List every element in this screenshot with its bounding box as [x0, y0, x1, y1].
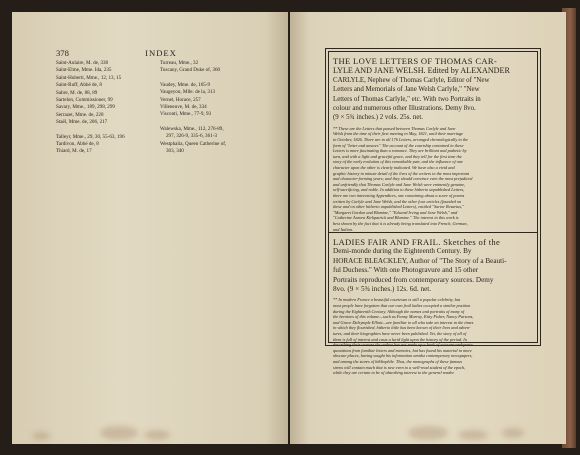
water-stain: [100, 426, 138, 440]
ad-body-line: in which they flourished, hitherto little has been known of their lives and adven-: [333, 325, 471, 331]
ad-title-line: LYLE AND JANE WELSH. Edited by ALEXANDER: [333, 66, 510, 76]
ad-body-line: while they are certain to be of absorbing interest to the general reader.: [333, 370, 455, 376]
ad-body-line: form of "letter and answer." The account of the courtship contained in these: [333, 142, 464, 148]
index-entry: Sartelon, Commissioner, 99: [56, 97, 113, 104]
water-stain: [144, 430, 170, 440]
index-entry: Staël, Mme. de, 206, 217: [56, 119, 108, 126]
ad-body-line: the heroines of this volume—such as Fanny Murray, Kitty Fisher, Nancy Parsons,: [333, 314, 474, 320]
index-entry: Saint-Aulaire, M. de, 338: [56, 60, 109, 66]
index-entry: Villeneuve, M. de, 334: [160, 104, 207, 111]
ad-title-line: CARLYLE, Nephew of Thomas Carlyle, Editor of "New: [333, 76, 490, 84]
running-head: INDEX: [145, 48, 177, 58]
index-entry: Serrazet, Mme. de, 228: [56, 111, 104, 118]
ad-description: [333, 297, 533, 375]
index-spacer: [160, 75, 268, 82]
right-page: [290, 12, 566, 444]
ad-title-line: ful Duchess." With one Photogravure and 15 other: [333, 266, 479, 275]
left-page: [12, 12, 288, 444]
ad-body-line: obscure places, having sought his information amidst contemporary newspapers,: [333, 353, 473, 359]
ad-body-line: written by Carlyle and Jane Welsh, and the other four articles (founded on: [333, 198, 462, 204]
ad-body-line: ** These are the Letters that passed between Thomas Carlyle and Jane: [333, 125, 456, 131]
ad-body-line: turn, and with a light and graceful grace, and they tell for the first time the: [333, 153, 462, 159]
ad-body-line: best shown by the fact that it is already being translated into French, German,: [333, 220, 468, 226]
index-spacer: [160, 119, 268, 126]
water-stain: [458, 430, 488, 440]
index-entry: Tardivon, Abbé de, 8: [56, 141, 99, 148]
ad-body-line: in October, 1826. There are in all 176 Letters, arranged chronologically in the: [333, 137, 468, 143]
ad-title-line: HORACE BLEACKLEY, Author of "The Story of a Beauti-: [333, 256, 507, 265]
ad-body-line: Letters is more fascinating than a romance. They are brilliant and pathetic by: [333, 148, 467, 154]
index-entry: Westphalia, Queen Catherine of,: [160, 140, 227, 147]
index-entry: Tuscany, Grand Duke of, 360: [160, 67, 221, 74]
index-entry: Vaudey, Mme. de, 165-9: [160, 81, 211, 88]
ad-body-line: most people have forgotten that our own frail ladies occupied a similar position: [333, 303, 471, 309]
page-number: 378: [56, 48, 69, 58]
ad-body-line: them is full of interest and casts a lurid light upon the history of the period. In: [333, 336, 467, 342]
index-spacer: [56, 127, 166, 134]
ad-body-line: Welsh from the time of their first meeting in May, 1821, until their marriage: [333, 131, 464, 137]
index-entry: Vernet, Horace, 257: [160, 96, 201, 103]
water-stain: [502, 428, 524, 438]
index-entry: Walewska, Mme., 112, 276-89,: [160, 125, 224, 132]
ad-title-line: Letters and Memorials of Jane Welsh Carlyle," "New: [333, 86, 480, 94]
index-column-2: [160, 60, 268, 155]
ad-body-line: graphic history in minute detail of the lives of the writers in the most important: [333, 170, 470, 176]
ad-title: [333, 238, 533, 294]
index-entry: Saint-Elme, Mme. Ida, 235: [56, 67, 112, 74]
advertisement-inner-frame: [328, 51, 538, 376]
ad-body-line: and character-forming years; and they should convince even the most prejudiced: [333, 176, 473, 182]
index-entry: Turreau, Mme., 32: [160, 60, 199, 66]
ad-title-line: colour and numerous other Illustrations. Demy 8vo.: [333, 105, 476, 113]
advertisement-love-letters: [333, 57, 533, 232]
ad-body-line: quotations from familiar letters and memoirs, but has found his material in more: [333, 347, 472, 353]
ad-title-line: 8vo. (9 × 5¾ inches.) 12s. 6d. net.: [333, 285, 432, 294]
ad-body-line: self-sacrificing, and noble. In addition to these hitherto unpublished Letters,: [333, 187, 465, 193]
water-stain: [32, 432, 50, 440]
ad-body-line: tures, and their biographies have never been published. Yet, the story of all of: [333, 331, 467, 336]
ad-title-line: Portraits reproduced from contemporary sources. Demy: [333, 275, 494, 284]
ad-body-line: and unfriendly that Thomas Carlyle and Jane Welsh were eminently genuine,: [333, 181, 466, 187]
index-entry: Savary, Mme., 189, 298, 299: [56, 104, 115, 111]
ad-description: [333, 126, 533, 232]
ad-title-line: Letters of Thomas Carlyle," etc. With two Portraits in: [333, 95, 481, 103]
index-entry: Thiard, M. de, 17: [56, 148, 92, 155]
index-entry: Visconti, Mme., 77-9, 93: [160, 111, 212, 118]
ad-body-line: "Catherine Aurora Kirkpatrick and Blumine." The interest in this work is: [333, 215, 459, 221]
ad-title-line: Demi-monde during the Eighteenth Century. By: [333, 247, 472, 256]
ad-body-line: these and on other hitherto unpublished Letters), entitled "Sartor Resartus,": [333, 204, 464, 210]
advertisement-frame: [325, 48, 541, 376]
index-entry: Talleyr, Mme., 29, 30, 55-63, 196: [56, 133, 125, 140]
index-entry: Saint-Ruff, Abbé de, 8: [56, 82, 102, 89]
index-entry: Saint-Huberti, Mme., 12, 13, 15: [56, 74, 122, 81]
water-stain: [408, 426, 448, 440]
ad-divider: [329, 232, 537, 233]
ad-body-line: story of the early evolution of this remarkable pair, and the influence of one: [333, 159, 463, 165]
index-entry: Sabre, M. de, 88, 89: [56, 89, 98, 96]
ad-title-line: LADIES FAIR AND FRAIL. Sketches of the: [333, 237, 501, 247]
ad-body-line: character upon the other is clearly indicated. We have also a vivid and: [333, 165, 455, 170]
ad-body-line: describing their careers the author has not made up a book of scissors-and-paste: [333, 342, 473, 348]
ad-body-line: and among the stores of bibliophile. Thus, the monographs of these famous: [333, 358, 463, 364]
ad-body-line: "Margaret Gordon and Blumine," "Edward Irving and Jane Welsh," and: [333, 209, 458, 215]
ad-body-line: during the Eighteenth Century. Although the names and portraits of many of: [333, 308, 465, 314]
index-entry-continued: 303, 340: [166, 148, 184, 155]
ad-body-line: and Italian.: [333, 226, 354, 232]
ad-body-line: ** In modern France a beautiful courtesan is still a popular celebrity, but: [333, 297, 461, 303]
ad-body-line: and Grace Dalrymple Elliott—are familiar to all who take an interest in the times: [333, 319, 474, 325]
ad-title: [333, 57, 533, 123]
advertisement-ladies-fair: [333, 238, 533, 376]
ad-body-line: there are two interesting Appendices, one containing about a score of poems: [333, 192, 465, 198]
ad-body-line: sirens will contain much that is new even to a well-read student of the epoch,: [333, 364, 466, 370]
index-entry-continued: 297, 326-9, 335-6, 361-3: [166, 133, 217, 140]
ad-title-line: (9 × 5¾ inches.) 2 vols. 25s. net.: [333, 114, 424, 122]
ad-title-line: THE LOVE LETTERS OF THOMAS CAR-: [333, 56, 498, 66]
index-entry: Vaugeyon, Mlle. de la, 313: [160, 89, 216, 96]
index-column-1: [56, 60, 166, 156]
